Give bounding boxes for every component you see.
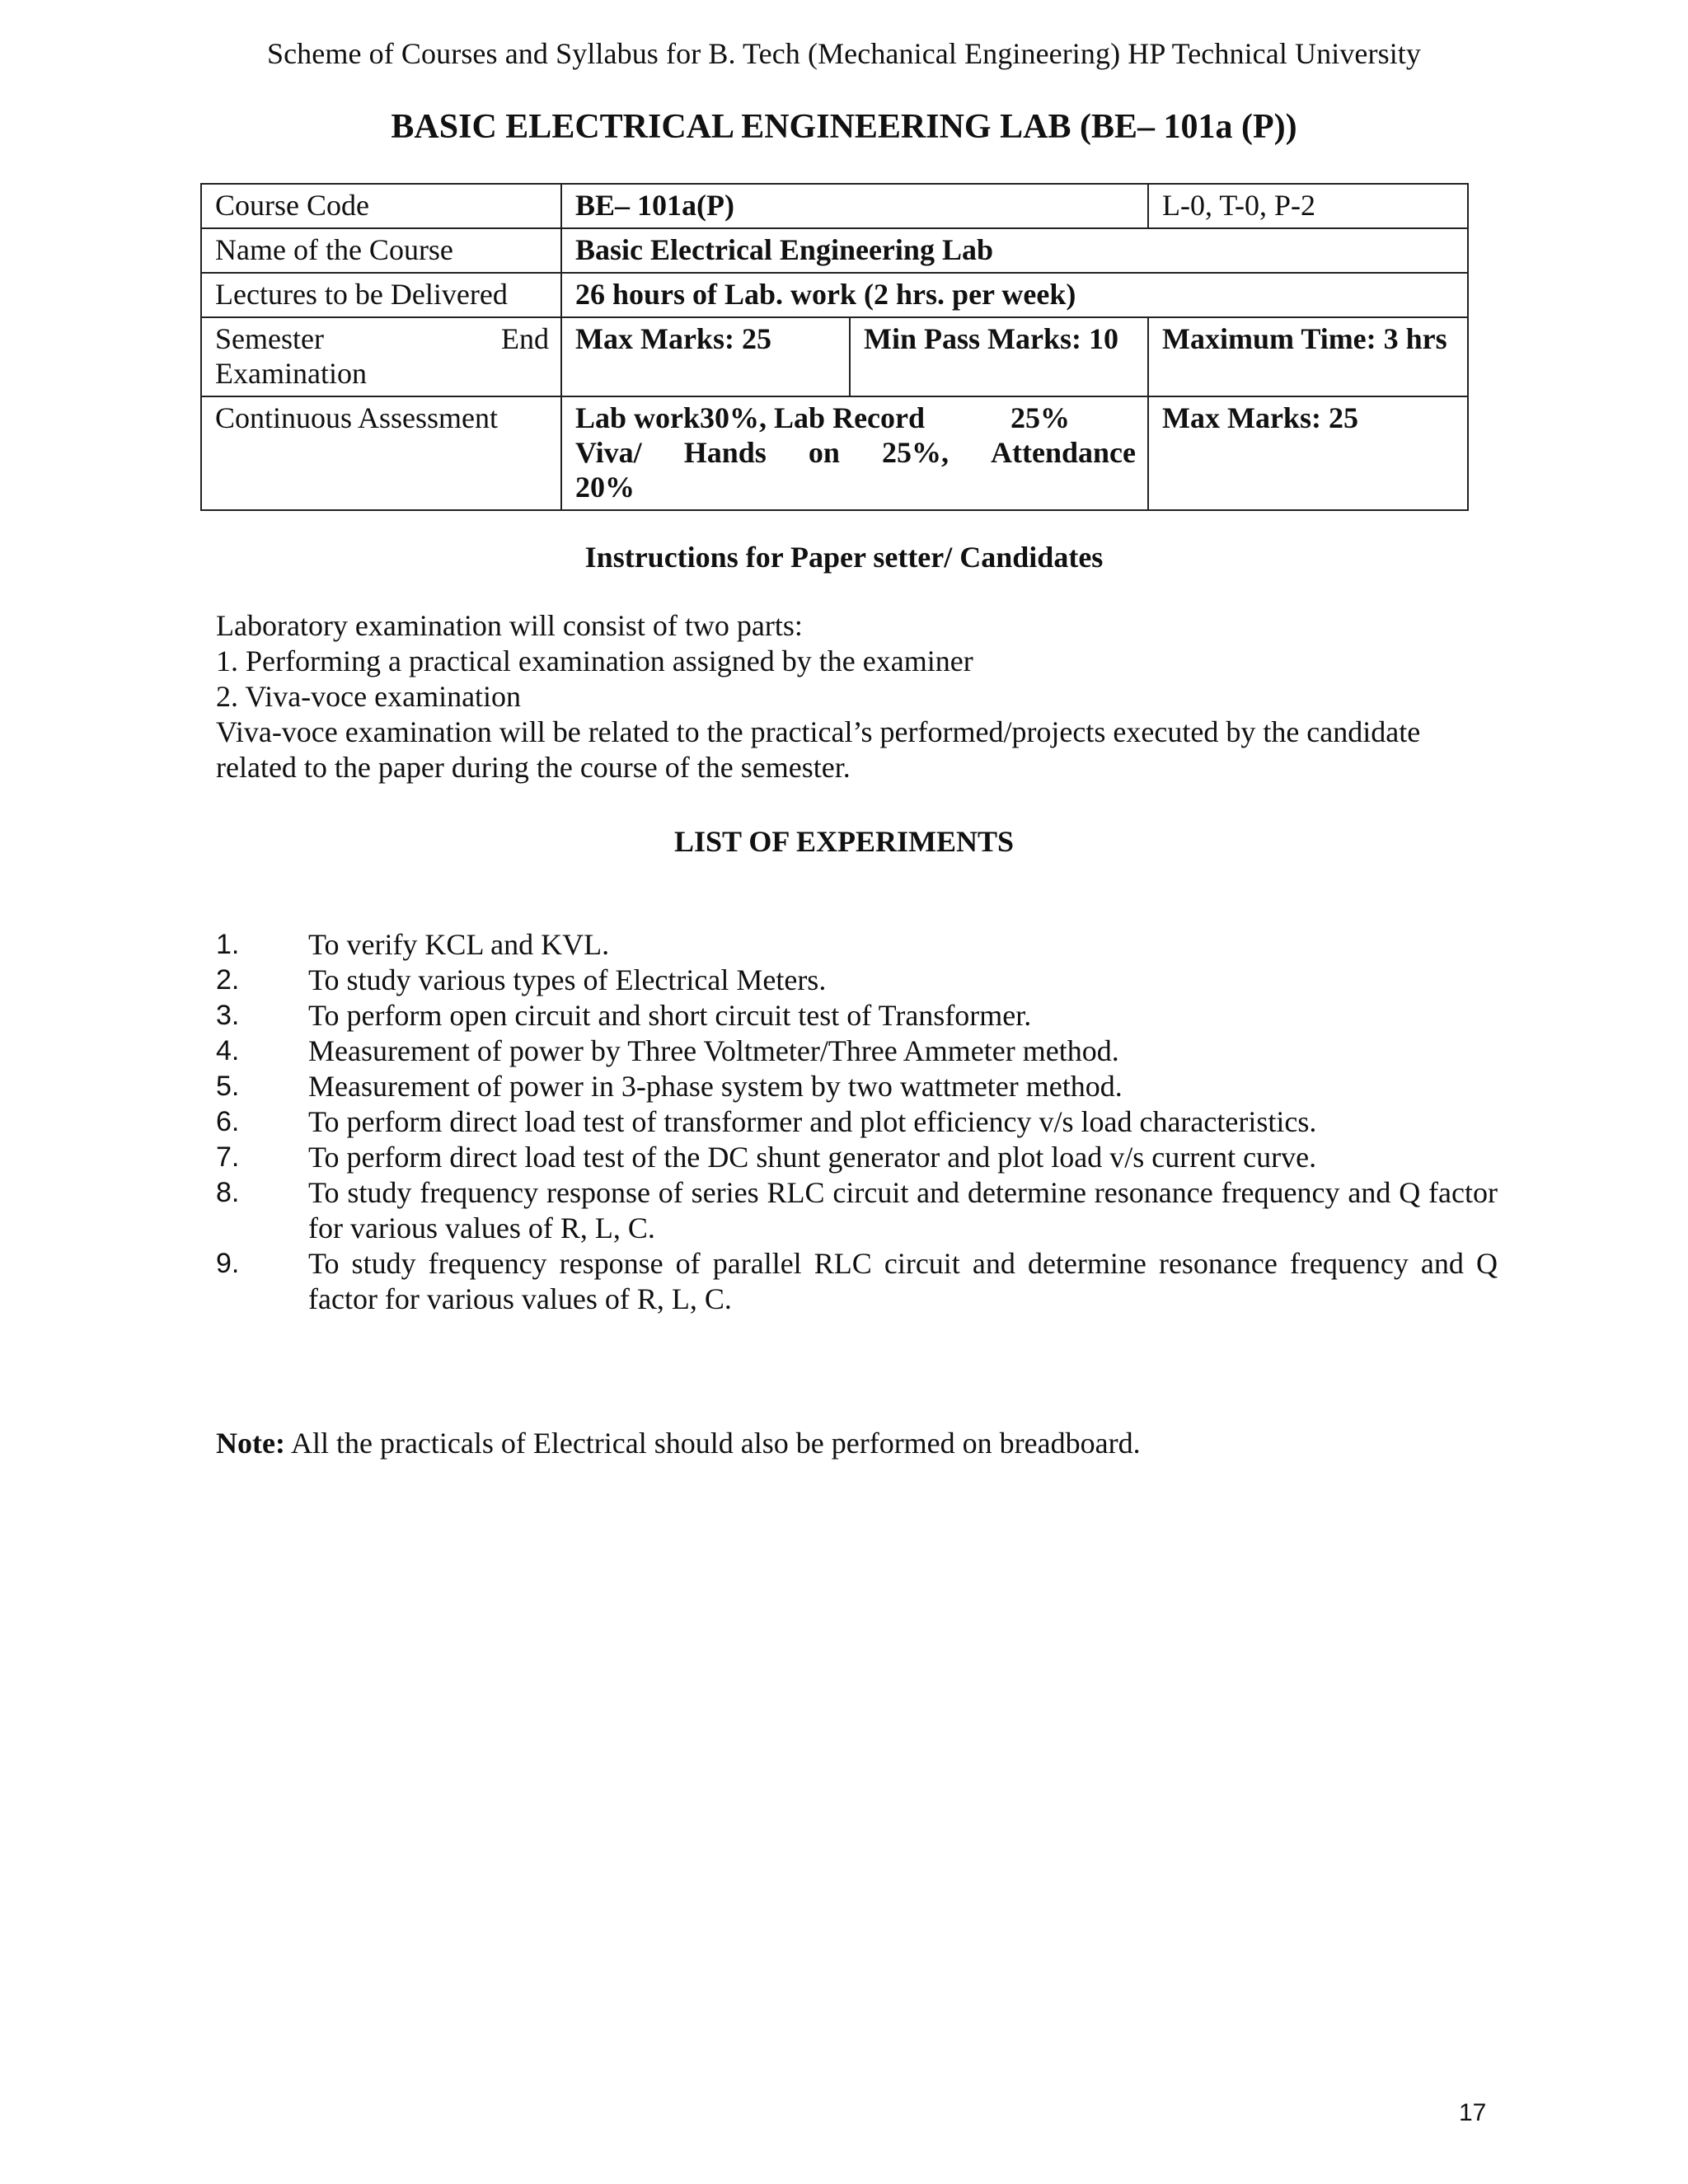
course-name-value: Basic Electrical Engineering Lab [561, 228, 1468, 273]
assessment-lab-record: 25% [1010, 401, 1070, 434]
note-label: Note: [216, 1427, 285, 1460]
instruction-line: 2. Viva-voce examination [216, 680, 522, 713]
list-item [216, 1104, 1498, 1140]
table-row [201, 396, 1468, 510]
item-text: To verify KCL and KVL. [308, 928, 610, 961]
item-text: To perform open circuit and short circuit test of Transformer. [308, 999, 1032, 1032]
instruction-line: Laboratory examination will consist of two parts: [216, 609, 803, 642]
table-row [201, 228, 1468, 273]
item-text: To study frequency response of series RLC circuit and determine resonance frequency and Q factor for various values of R, L, C. [308, 1176, 1498, 1244]
semester-exam-label [201, 317, 561, 396]
table-row [201, 273, 1468, 317]
table-row [201, 184, 1468, 228]
assessment-on: on [808, 436, 840, 469]
instructions-heading: Instructions for Paper setter/ Candidates [584, 541, 1104, 574]
max-time-value: Maximum Time: 3 hrs [1148, 317, 1468, 396]
min-pass-marks-value: Min Pass Marks: 10 [850, 317, 1148, 396]
end-word: End [501, 322, 549, 355]
item-number: 5. [216, 1071, 240, 1102]
item-number: 9. [216, 1248, 240, 1279]
list-item [216, 1069, 1498, 1104]
lectures-label: Lectures to be Delivered [201, 273, 561, 317]
lectures-value: 26 hours of Lab. work (2 hrs. per week) [561, 273, 1468, 317]
assessment-attendance: Attendance [991, 436, 1136, 469]
ca-max-marks-value: Max Marks: 25 [1148, 396, 1468, 510]
assessment-attendance-percent: 20% [575, 471, 635, 504]
page-title: BASIC ELECTRICAL ENGINEERING LAB (BE– 101a (P)) [391, 108, 1297, 146]
assessment-viva-percent: 25%, [881, 436, 949, 469]
item-number: 8. [216, 1177, 240, 1208]
assessment-viva: Viva/ [575, 436, 642, 469]
item-text: To study various types of Electrical Meters. [308, 963, 827, 996]
item-number: 4. [216, 1035, 240, 1066]
list-item [216, 927, 1498, 963]
course-name-label: Name of the Course [201, 228, 561, 273]
semester-word: Semester [215, 322, 324, 355]
experiments-heading: LIST OF EXPERIMENTS [673, 825, 1015, 858]
item-number: 3. [216, 1000, 240, 1031]
course-details-table [200, 183, 1469, 511]
item-text: Measurement of power by Three Voltmeter/Three Ammeter method. [308, 1034, 1119, 1067]
course-code-value: BE– 101a(P) [561, 184, 1148, 228]
examination-word: Examination [215, 357, 367, 390]
running-header: Scheme of Courses and Syllabus for B. Tech (Mechanical Engineering) HP Technical University [266, 37, 1422, 70]
item-text: To perform direct load test of transformer and plot efficiency v/s load characteristics. [308, 1105, 1317, 1138]
list-item [216, 1140, 1498, 1175]
list-item [216, 1175, 1498, 1246]
max-marks-value: Max Marks: 25 [561, 317, 850, 396]
list-item [216, 1033, 1498, 1069]
item-number: 7. [216, 1141, 240, 1173]
ltp-value: L-0, T-0, P-2 [1148, 184, 1468, 228]
experiments-list [216, 927, 1498, 1317]
item-text: To perform direct load test of the DC shunt generator and plot load v/s current curve. [308, 1141, 1317, 1174]
table-row [201, 317, 1468, 396]
item-text: Measurement of power in 3-phase system by two wattmeter method. [308, 1070, 1123, 1103]
item-text: To study frequency response of parallel RLC circuit and determine resonance frequency and Q factor for various values of R, L, C. [308, 1247, 1498, 1315]
instruction-line: 1. Performing a practical examination assigned by the examiner [216, 644, 973, 677]
continuous-assessment-breakdown [561, 396, 1148, 510]
continuous-assessment-label: Continuous Assessment [201, 396, 561, 510]
note-paragraph [216, 1426, 1477, 1461]
list-item [216, 963, 1498, 998]
item-number: 1. [216, 929, 240, 960]
course-code-label: Course Code [201, 184, 561, 228]
instruction-line: Viva-voce examination will be related to the practical’s performed/projects executed by the candidate related to the paper during the course of the semester. [216, 715, 1421, 784]
list-item [216, 1246, 1498, 1317]
note-text: All the practicals of Electrical should also be performed on breadboard. [284, 1427, 1141, 1460]
assessment-lab-work: Lab work30%, Lab Record [575, 401, 926, 434]
page-number: 17 [1459, 2099, 1487, 2126]
instructions-body [216, 608, 1477, 785]
item-number: 2. [216, 964, 240, 996]
list-item [216, 998, 1498, 1033]
item-number: 6. [216, 1106, 240, 1137]
assessment-hands: Hands [683, 436, 767, 469]
